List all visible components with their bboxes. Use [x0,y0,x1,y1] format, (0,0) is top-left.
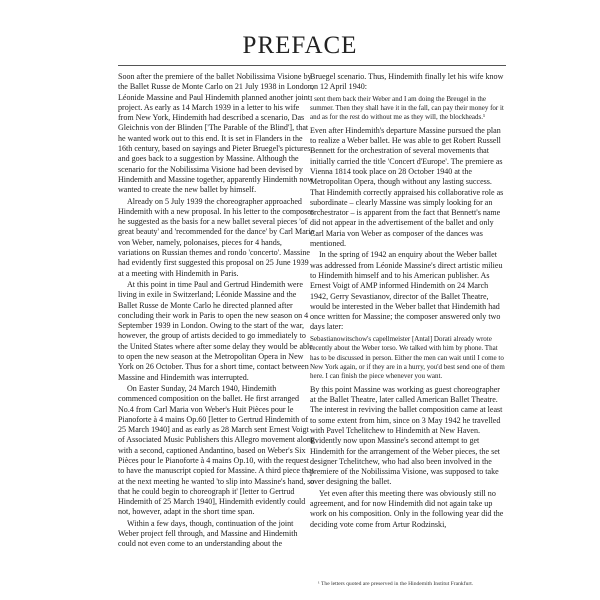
paragraph: Soon after the premiere of the ballet Nobilissima Visione by the Ballet Russe de Monte Carlo on 21 July 1938 in London, Léonide Massine and Paul Hindemith planned another joint project. As early as 14 March 1939 in a letter to his wife from New York, Hindemith had described a scenario, Das Gleichnis von der Blinden ['The Parable of the Blind'], that he wanted work out to this end. It is set in Flanders in the 16th century, based on sayings and Pieter Bruegel's pictures, and goes back to a suggestion by Massine. Although the scenario for the Nobilissima Visione had been devised by Hindemith and Massine together, apparently Hindemith now wanted to create the new ballet by himself. [118,72,314,195]
right-column [310,72,505,531]
paragraph: Bruegel scenario. Thus, Hindemith finally let his wife know on 12 April 1940: [310,72,504,92]
quotation: Sebastianowitschow's capellmeister [Antal] Dorati already wrote recently about the Weber torso. We talked with him by phone. That has to be discussed in person. Either the men can wait until I come to New York again, or if they are in a hurry, you'd best send one of them here. I can finish the piece whenever you want. [310,334,505,381]
left-column [118,72,315,551]
paragraph: Within a few days, though, continuation of the joint Weber project fell through, and Massine and Hindemith could not even come to an understanding about the [118,518,298,549]
paragraph: At this point in time Paul and Gertrud Hindemith were living in exile in Switzerland; Léonide Massine and the Ballet Russe de Monte Carlo he directed planned after concluding their work in Paris to open the new season on 4 September 1939 in London. Owing to the start of the war, however, the group of artists decided to go immediately to the United States where after some delay they would be able to open the new season at the Metropolitan Opera in New York on 26 October. Thus for a short time, contact between Massine and Hindemith was interrupted. [118,279,313,382]
paragraph: Yet even after this meeting there was obviously still no agreement, and for now Hindemith did not again take up work on his composition. Only in the following year did the deciding vote come from Artur Rodzinski, [310,488,504,529]
page-title: PREFACE [242,32,358,59]
paragraph: In the spring of 1942 an enquiry about the Weber ballet was addressed from Léonide Massine's direct artistic milieu to Hindemith himself and to his American publisher. As Ernest Voigt of AMP informed Hindemith on 24 March 1942, Gerry Sevastianov, director of the Ballet Theatre, would be interested in the Weber ballet that Hindemith had once written for Massine; the composer answered only two days later: [310,250,503,332]
quotation: I sent them back their Weber and I am doing the Breugel in the summer. Then they shall have it in the fall, can pay their money for it and as for the rest do without me as they will, the blockheads.¹ [310,94,504,122]
paragraph: Even after Hindemith's departure Massine pursued the plan to realize a Weber ballet. He was able to get Robert Russell Bennett for the orchestration of several movements that initially carried the title 'Concert d'Europe'. The premiere as Vienna 1814 took place on 28 October 1940 at the Metropolitan Opera, though without any lasting success. That Hindemith correctly appraised his collaborative role as subordinate – clearly Massine was simply looking for an orchestrator – is apparent from the fact that Bennett's name did not appear in the advertisement of the ballet and only Carl Maria von Weber as composer of the dances was mentioned. [310,125,504,249]
paragraph: On Easter Sunday, 24 March 1940, Hindemith commenced composition on the ballet. He first arranged No.4 from Carl Maria von Weber's Huit Pièces pour le Pianoforte à 4 mains Op.60 [letter to Gertrud Hindemith of 25 March 1940] and as early as 28 March sent Ernest Voigt of Associated Music Publishers this Allegro movement along with a second, captioned Andantino, based on Weber's Six Pièces pour le Pianoforte à 4 mains Op.10, with the request to have the manuscript copied for Massine. A third piece that at the next meeting he wanted 'to slip into Massine's hand, so that he could begin to choreograph it' [letter to Gertrud Hindemith of 25 March 1940], Hindemith evidently could not, however, adapt in the short time span. [118,383,315,517]
footnote: ¹ The letters quoted are preserved in the Hindemith Institut Frankfurt. [318,581,474,587]
title-rule [118,65,506,66]
paragraph: Already on 5 July 1939 the choreographer approached Hindemith with a new proposal. In his letter to the composer he suggested as the basis for a new ballet several pieces 'of great beauty' and 'recommended for the dance' by Carl Maria von Weber, namely, polonaises, pieces for 4 hands, variations on Russian themes and rondo 'concerto'. Massine had evidently first suggested this proposal on 25 June 1939 at a meeting with Hindemith in Paris. [118,196,315,278]
paragraph: By this point Massine was working as guest choreographer at the Ballet Theatre, later called American Ballet Theatre. The interest in reviving the ballet composition came at least to some extent from him, since on 3 May 1942 he travelled with Pavel Tchelitchew to Hindemith at New Haven. Evidently now upon Massine's second attempt to get Hindemith for the arrangement of the Weber pieces, the set designer Tchelitchew, who had also been involved in the premiere of the Nobilissima Visione, was supposed to take over designing the ballet. [310,384,503,487]
